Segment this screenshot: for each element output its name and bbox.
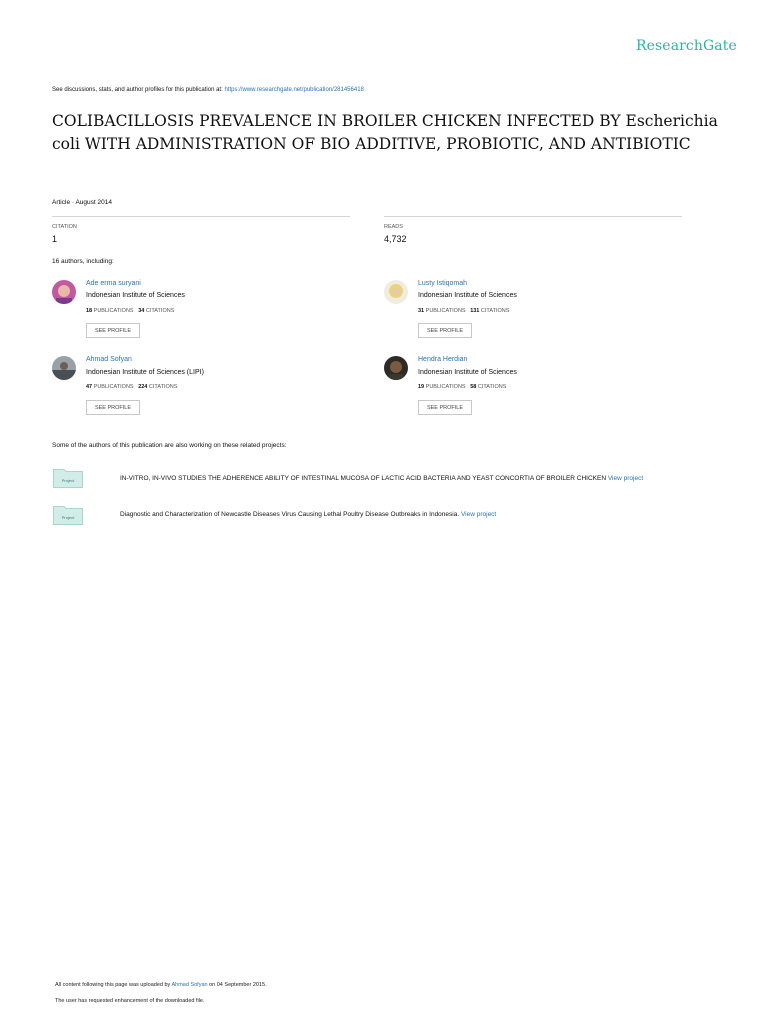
author-institution: Indonesian Institute of Sciences (418, 292, 517, 299)
publications-label: PUBLICATIONS (93, 308, 134, 314)
project-title: IN-VITRO, IN-VIVO STUDIES THE ADHERENCE ABILITY OF INTESTINAL MUCOSA OF LACTIC ACID BACTERIA AND YEAST CONCORTIA OF BROILER CHICKEN (120, 475, 608, 482)
citations-label: CITATIONS (145, 308, 175, 314)
project-description (120, 511, 496, 518)
citations-count: 224 (138, 384, 148, 390)
reads-label: READS (384, 224, 403, 230)
citation-count: 1 (52, 234, 58, 244)
project-folder-icon[interactable] (53, 505, 83, 525)
researchgate-logo[interactable]: ResearchGate (636, 38, 737, 54)
upload-note (55, 982, 267, 988)
citations-label: CITATIONS (477, 384, 507, 390)
authors-heading: 16 authors, including: (52, 258, 114, 265)
avatar-photo-icon (52, 356, 76, 380)
author-institution: Indonesian Institute of Sciences (418, 369, 517, 376)
project-description (120, 475, 643, 482)
divider-left (52, 216, 350, 217)
see-profile-button[interactable]: SEE PROFILE (86, 400, 140, 415)
author-avatar[interactable] (384, 280, 408, 304)
enhancement-note: The user has requested enhancement of the downloaded file. (55, 998, 205, 1004)
article-type-date: Article · August 2014 (52, 199, 112, 206)
publications-count: 19 (418, 384, 425, 390)
citations-count: 131 (470, 308, 480, 314)
author-name-link[interactable]: Ahmad Sofyan (86, 356, 132, 363)
projects-heading: Some of the authors of this publication are also working on these related projects: (52, 442, 287, 449)
author-institution: Indonesian Institute of Sciences (86, 292, 185, 299)
author-stats (418, 384, 506, 390)
citations-count: 34 (138, 308, 145, 314)
author-avatar[interactable] (52, 280, 76, 304)
project-tag: Project (61, 515, 75, 520)
author-name-link[interactable]: Ade erma suryani (86, 280, 141, 287)
author-avatar[interactable] (52, 356, 76, 380)
publication-title: COLIBACILLOSIS PREVALENCE IN BROILER CHICKEN INFECTED BY Escherichia coli WITH ADMINISTRATION OF BIO ADDITIVE, PROBIOTIC, AND ANTIBIOTIC (52, 112, 718, 153)
publications-count: 31 (418, 308, 425, 314)
divider-right (384, 216, 682, 217)
project-title: Diagnostic and Characterization of Newcastle Diseases Virus Causing Lethal Poultry Disease Outbreaks in Indonesia. (120, 511, 461, 518)
citations-label: CITATIONS (480, 308, 510, 314)
reads-count: 4,732 (384, 234, 407, 244)
author-name-link[interactable]: Lusty Istiqomah (418, 280, 468, 287)
avatar-photo-icon (52, 280, 76, 304)
publications-count: 18 (86, 308, 93, 314)
discussion-line (52, 87, 364, 93)
citation-label: CITATION (52, 224, 77, 230)
author-institution: Indonesian Institute of Sciences (LIPI) (86, 369, 204, 376)
project-folder-icon[interactable] (53, 468, 83, 488)
uploader-link[interactable]: Ahmad Sofyan (171, 982, 208, 988)
publications-label: PUBLICATIONS (425, 308, 466, 314)
avatar-photo-icon (384, 356, 408, 380)
project-tag: Project (61, 478, 75, 483)
publications-label: PUBLICATIONS (425, 384, 466, 390)
see-profile-button[interactable]: SEE PROFILE (418, 323, 472, 338)
upload-prefix: All content following this page was uploaded by (55, 982, 172, 988)
see-profile-button[interactable]: SEE PROFILE (86, 323, 140, 338)
author-stats (86, 384, 177, 390)
publication-url-link[interactable]: https://www.researchgate.net/publication/281456418 (224, 87, 364, 93)
publications-label: PUBLICATIONS (93, 384, 134, 390)
publications-count: 47 (86, 384, 93, 390)
discussion-prefix: See discussions, stats, and author profiles for this publication at: (52, 87, 225, 93)
author-avatar[interactable] (384, 356, 408, 380)
citations-count: 58 (470, 384, 477, 390)
avatar-photo-icon (384, 280, 408, 304)
author-stats (86, 308, 174, 314)
see-profile-button[interactable]: SEE PROFILE (418, 400, 472, 415)
author-name-link[interactable]: Hendra Herdian (418, 356, 468, 363)
upload-suffix: on 04 September 2015. (207, 982, 267, 988)
view-project-link[interactable]: View project (460, 511, 497, 518)
citations-label: CITATIONS (148, 384, 178, 390)
view-project-link[interactable]: View project (607, 475, 644, 482)
author-stats (418, 308, 509, 314)
